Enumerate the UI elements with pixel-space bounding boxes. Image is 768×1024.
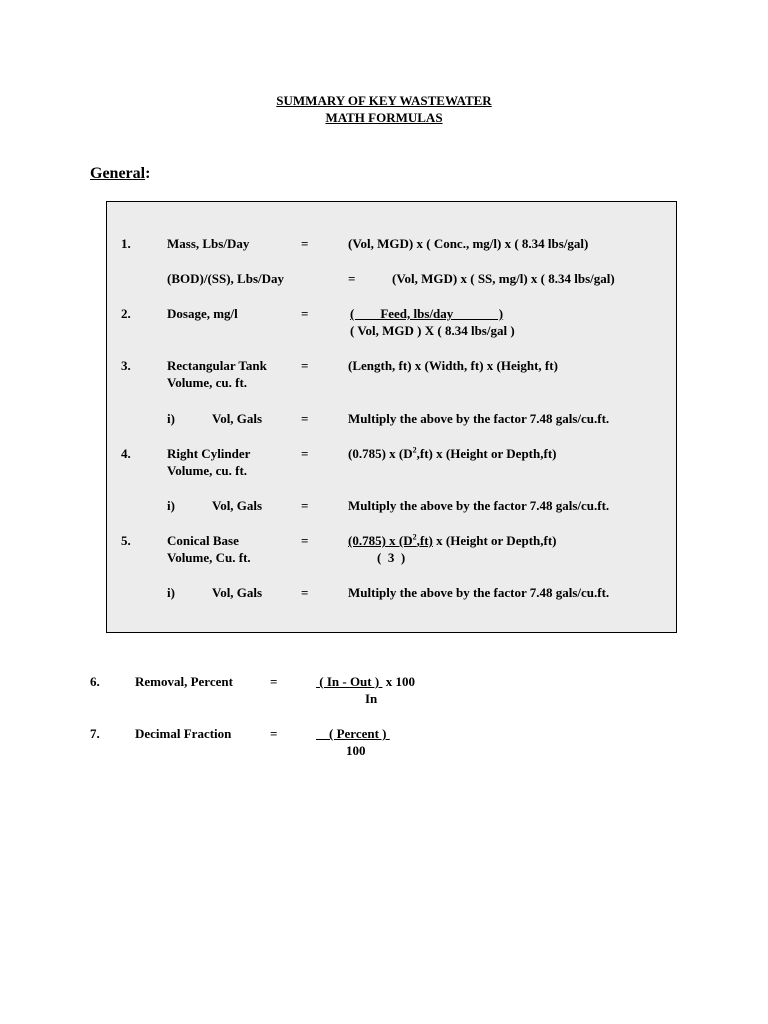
formula-2-label: Dosage, mg/l — [167, 306, 238, 321]
formula-7-number: 7. — [90, 726, 100, 741]
formula-5-sub-equals: = — [301, 585, 309, 600]
formula-6-number: 6. — [90, 674, 100, 689]
formula-1-number: 1. — [121, 236, 131, 251]
formula-3-sub-expression: Multiply the above by the factor 7.48 gals/cu.ft. — [348, 411, 610, 426]
section-heading-colon: : — [145, 165, 151, 182]
formula-3-label-line2: Volume, cu. ft. — [167, 375, 248, 390]
formula-4-expr-part-a: (0.785) x (D — [348, 446, 413, 461]
formula-1-label: Mass, Lbs/Day — [167, 236, 250, 251]
formula-5-number: 5. — [121, 533, 131, 548]
formula-2-denominator: ( Vol, MGD ) X ( 8.34 lbs/gal ) — [350, 323, 515, 338]
formula-4-sub-label: Vol, Gals — [212, 498, 263, 513]
formula-5-sub-expression: Multiply the above by the factor 7.48 gals/cu.ft. — [348, 585, 610, 600]
formula-7-equals: = — [270, 726, 278, 741]
formula-5-sub-number: i) — [167, 585, 175, 600]
formula-3-sub-number: i) — [167, 411, 175, 426]
formula-1-sub-label: (BOD)/(SS), Lbs/Day — [167, 271, 285, 286]
formula-4-label-line2: Volume, cu. ft. — [167, 463, 248, 478]
formula-5-expr-part-a: (0.785) x (D — [348, 533, 413, 548]
section-heading-label: General — [90, 165, 146, 182]
formula-4-exponent: 2 — [412, 445, 417, 455]
formula-1-sub-equals: = — [348, 271, 356, 286]
formula-5-label-line1: Conical Base — [167, 533, 239, 548]
formula-3-label-line1: Rectangular Tank — [167, 358, 267, 373]
formula-5-expression — [348, 533, 557, 549]
formula-7-numerator: ( Percent ) — [316, 726, 390, 741]
formula-4-label-line1: Right Cylinder — [167, 446, 251, 461]
formula-6-expression — [316, 674, 415, 690]
formula-4-expression — [348, 446, 556, 462]
formula-2-equals: = — [301, 306, 309, 321]
doc-title-line1: SUMMARY OF KEY WASTEWATER — [276, 93, 492, 108]
formula-6-times: x 100 — [382, 674, 415, 689]
formula-5-label-line2: Volume, Cu. ft. — [167, 550, 251, 565]
formula-5-exponent: 2 — [412, 532, 417, 542]
formula-3-sub-label: Vol, Gals — [212, 411, 263, 426]
formula-4-sub-equals: = — [301, 498, 309, 513]
formula-7-label: Decimal Fraction — [135, 726, 232, 741]
formula-5-numerator — [348, 533, 433, 548]
formula-3-sub-equals: = — [301, 411, 309, 426]
formula-5-equals: = — [301, 533, 309, 548]
formula-5-sub-label: Vol, Gals — [212, 585, 263, 600]
formula-7-denominator: 100 — [346, 743, 366, 758]
doc-title-line2: MATH FORMULAS — [325, 110, 443, 125]
formula-1-sub-expression: (Vol, MGD) x ( SS, mg/l) x ( 8.34 lbs/gal) — [392, 271, 615, 286]
formula-5-expr-part-c: x (Height or Depth,ft) — [432, 533, 557, 548]
section-heading — [90, 166, 150, 182]
formula-5-expr-part-b: ,ft) — [416, 533, 433, 548]
formula-4-number: 4. — [121, 446, 131, 461]
formula-2-numerator: ( Feed, lbs/day ) — [350, 306, 504, 321]
formula-4-sub-expression: Multiply the above by the factor 7.48 gals/cu.ft. — [348, 498, 610, 513]
formula-4-sub-number: i) — [167, 498, 175, 513]
formula-5-denominator: ( 3 ) — [377, 550, 406, 565]
formula-4-equals: = — [301, 446, 309, 461]
formula-1-equals: = — [301, 236, 309, 251]
formula-3-number: 3. — [121, 358, 131, 373]
formula-6-numerator: ( In - Out ) — [316, 674, 383, 689]
formula-3-expression: (Length, ft) x (Width, ft) x (Height, ft) — [348, 358, 558, 373]
formula-6-denominator: In — [365, 691, 378, 706]
formula-3-equals: = — [301, 358, 309, 373]
formula-6-label: Removal, Percent — [135, 674, 233, 689]
formula-2-number: 2. — [121, 306, 131, 321]
formula-4-expr-part-b: ,ft) x (Height or Depth,ft) — [416, 446, 557, 461]
formula-6-equals: = — [270, 674, 278, 689]
formula-1-expression: (Vol, MGD) x ( Conc., mg/l) x ( 8.34 lbs/gal) — [348, 236, 589, 251]
